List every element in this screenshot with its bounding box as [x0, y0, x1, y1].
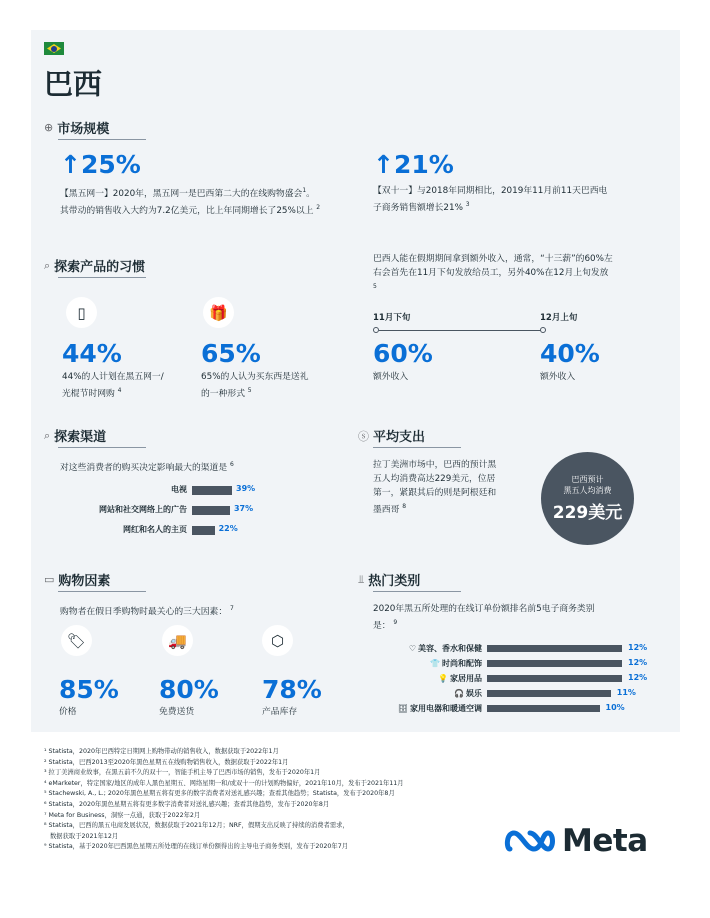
bulb-icon: 💡: [438, 674, 448, 683]
categories-underline: [373, 591, 461, 592]
headphones-icon: 🎧: [454, 689, 464, 698]
channels-underline: [58, 447, 146, 448]
meta-logo: [504, 823, 648, 859]
footnote-line: ⁶ Statista，2020年黑色星期五将有更多数字消费者对送礼感兴趣；查看其他趋势，发布于2020年8月: [44, 800, 330, 808]
explore-habits-underline: [58, 277, 146, 278]
channels-title: 探索渠道: [54, 430, 107, 445]
appliance-icon: 🗄: [397, 704, 408, 713]
avg-spend-underline: [373, 447, 461, 448]
factor-pct-2: 80%: [159, 675, 219, 704]
habit-pct-1: 44%: [62, 339, 122, 368]
market-text-right: 【双十一】与2018年同期相比，2019年11月前11天巴西电子商务销售额增长21% $^3$: [373, 186, 608, 213]
channel-bar-value: 37%: [233, 504, 254, 513]
globe-icon: ⊕: [44, 121, 54, 134]
brazil-flag-icon: [44, 42, 64, 55]
channel-bar: [192, 486, 232, 495]
footnote-line: ¹ Statista，2020年巴西特定日期网上购物带动的销售收入，数据获取于2022年1月: [44, 748, 279, 755]
timeline-sub-1: 额外收入: [373, 372, 409, 382]
channel-bar-label: 网红和名人的主页: [123, 525, 187, 534]
channel-bar-label: 网站和社交网络上的广告: [99, 505, 187, 514]
factors-heading: [44, 570, 110, 589]
badge-line-2: 黑五人均消费: [563, 486, 612, 495]
box-icon: ⬡: [262, 625, 293, 656]
dollar-coin-icon: ⓢ: [358, 429, 369, 443]
explore-habits-title: 探索产品的习惯: [54, 260, 146, 275]
avg-spend-text: 拉丁美洲市场中，巴西的预计黑五人均消费高达229美元，位居第一，紧跟其后的则是阿根廷和墨西哥 $^8$: [373, 460, 497, 515]
factors-intro: 购物者在假日季购物时最关心的三大因素： $^7$: [60, 605, 234, 617]
price-tag-icon: 🏷: [61, 625, 92, 656]
search-icon: ⌕: [44, 428, 51, 442]
habit-text-2: 65%的人认为买东西是送礼的一种形式 $^5$: [201, 372, 309, 399]
footnote-line: ³ 拉丁美洲商业故事，在黑五前不久的双十一，智能手机主导了巴西市场的销售，发布于2020年1月: [44, 769, 321, 777]
category-bar-label: [340, 703, 482, 714]
avg-spend-badge: [541, 452, 634, 545]
category-bar-label: [340, 643, 482, 654]
badge-value: 229美元: [552, 503, 623, 523]
avg-spend-heading: [358, 426, 425, 445]
meta-infinity-icon: [504, 827, 556, 855]
habit-pct-2: 65%: [201, 339, 261, 368]
factor-label-3: 产品库存: [262, 707, 298, 717]
footnote-line: ⁷ Meta for Business，洞察一点通，获取于2022年2月: [44, 811, 201, 819]
footnote-line: ⁹ Statista，基于2020年巴西黑色星期五所处理的在线订单份额得出的主导电子商务类别，发布于2020年7月: [44, 843, 349, 851]
category-bar-text: 家用电器和暖通空调: [410, 704, 482, 713]
footnotes: [44, 747, 494, 853]
channels-intro: 对这些消费者的购买决定影响最大的渠道是 $^6$: [60, 461, 234, 473]
market-size-title: 市场规模: [57, 122, 110, 137]
channel-bar: [192, 506, 230, 515]
bonus-text: 巴西人能在假期期间拿到额外收入，通常，“十三薪”的60%左右会首先在11月下旬发放给员工，另外40%在12月上旬发放 $^5$: [373, 254, 613, 290]
category-bar-value: 12%: [628, 673, 648, 682]
channel-bar: [192, 526, 215, 535]
gift-icon: 🎁: [203, 297, 234, 328]
channels-heading: [44, 426, 106, 445]
timeline-label-2: 12月上旬: [540, 313, 578, 323]
factor-pct-1: 85%: [59, 675, 119, 704]
category-bar: [487, 675, 622, 682]
category-bar: [487, 690, 611, 697]
channel-bar-label: 电视: [171, 485, 187, 494]
categories-title: 热门类别: [368, 574, 421, 589]
meta-wordmark: Meta: [562, 823, 648, 859]
footnote-line: ⁴ eMarketer，特定国家/地区的成年人黑色星期五、网络星期一和/或双十一的计划购物偏好，2021年10月，发布于2021年11月: [44, 779, 404, 787]
timeline-sub-2: 额外收入: [540, 372, 576, 382]
footnote-line: ⁵ Stachewski, A., L.; 2020年黑色星期五将有更多的数字消费者对送礼感兴趣；查看其他趋势；Statista，发布于2020年8月: [44, 790, 395, 798]
timeline-pct-1: 60%: [373, 339, 433, 368]
timeline-pct-2: 40%: [540, 339, 600, 368]
beauty-icon: ♡: [408, 644, 416, 653]
country-title: 巴西: [44, 67, 103, 101]
timeline-dot-2: [540, 327, 546, 333]
market-stat-right: ↑21%: [373, 150, 454, 179]
category-bar-text: 娱乐: [466, 689, 482, 698]
categories-heading: [358, 570, 420, 589]
delivery-truck-icon: 🚚: [162, 625, 193, 656]
market-text-left: 【黑五网一】2020年，黑五网一是巴西第二大的在线购物盛会$^1$。其带动的销售收入大约为7.2亿美元，比上年同期增长了25%以上 $^2$: [60, 187, 321, 216]
category-bar-label: [340, 658, 482, 669]
factors-title: 购物因素: [58, 574, 111, 589]
badge-line-1: 巴西预计: [571, 475, 604, 484]
category-bar-value: 10%: [605, 703, 625, 712]
categories-intro: 2020年黑五所处理的在线订单份额排名前5电子商务类别是： $^9$: [373, 604, 595, 631]
category-bar-value: 12%: [628, 643, 648, 652]
category-bar-label: [340, 688, 482, 699]
factor-label-1: 价格: [59, 707, 77, 717]
phone-cart-icon: ▯: [66, 297, 97, 328]
category-bar-value: 12%: [628, 658, 648, 667]
market-size-heading: [44, 118, 109, 137]
market-stat-left: ↑25%: [60, 150, 141, 179]
explore-habits-heading: [44, 256, 145, 275]
footnote-line: 数据获取于2021年12月: [50, 832, 119, 840]
footnote-line: ² Statista，巴西2013至2020年黑色星期五在线购物销售收入，数据获取于2022年1月: [44, 758, 289, 766]
category-bar-text: 时尚和配饰: [442, 659, 482, 668]
factor-pct-3: 78%: [262, 675, 322, 704]
shirt-icon: 👕: [430, 659, 440, 668]
market-size-underline: [58, 139, 146, 140]
avg-spend-title: 平均支出: [373, 430, 426, 445]
category-bar: [487, 660, 622, 667]
category-bar-value: 11%: [616, 688, 636, 697]
timeline-line: [379, 330, 541, 331]
category-bar-text: 美容、香水和保健: [418, 644, 482, 653]
factor-label-2: 免费送货: [159, 707, 195, 717]
timeline-label-1: 11月下旬: [373, 313, 411, 323]
bar-chart-icon: ⫫: [358, 572, 365, 586]
category-bar-text: 家居用品: [450, 674, 482, 683]
channel-bar-value: 39%: [236, 484, 256, 493]
search-icon: ⌕: [44, 258, 51, 272]
habit-text-1: 44%的人计划在黑五网一/光棍节时网购 $^4$: [62, 372, 164, 399]
footnote-line: ⁸ Statista，巴西的黑五电商发展状况，数据获取于2021年12月；NRF，假期支出反映了持续的消费者需求，: [44, 822, 349, 830]
category-bar: [487, 645, 622, 652]
chat-icon: ▭: [44, 573, 55, 586]
category-bar-label: [340, 673, 482, 684]
factors-underline: [58, 591, 146, 592]
category-bar: [487, 705, 600, 712]
channel-bar-value: 22%: [218, 524, 238, 533]
